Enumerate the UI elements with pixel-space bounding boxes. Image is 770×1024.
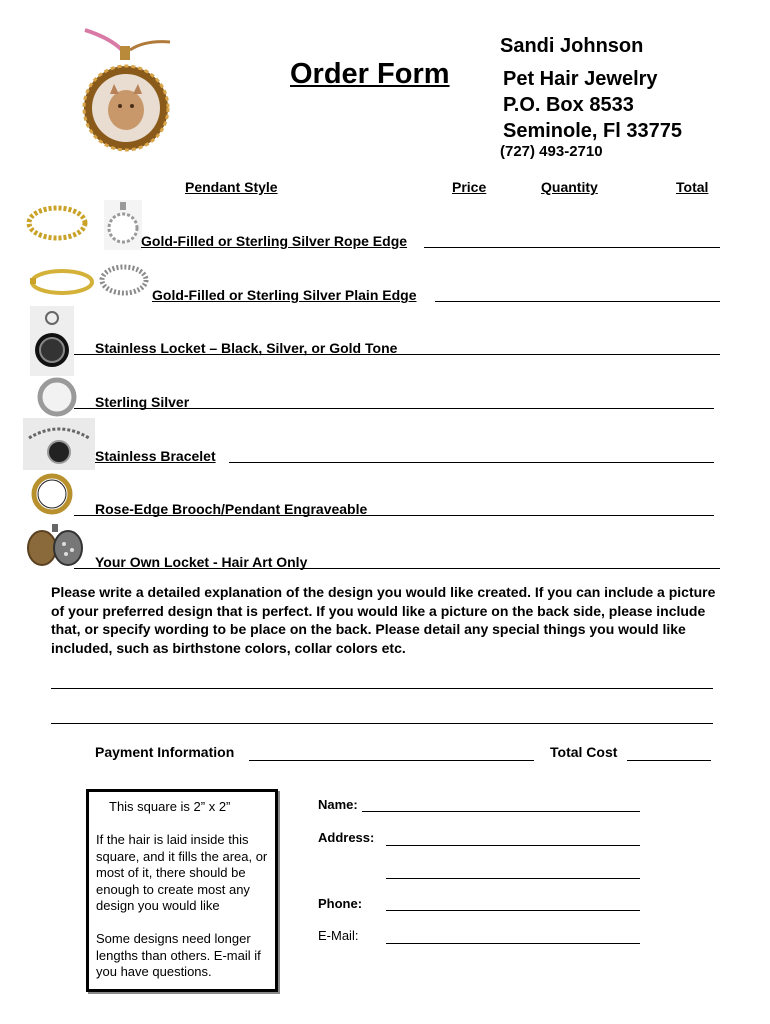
item-line-rope-edge[interactable] <box>424 247 720 248</box>
payment-information-field[interactable] <box>249 760 534 761</box>
item-line-your-own-locket[interactable] <box>74 568 720 569</box>
column-header-quantity: Quantity <box>541 179 598 195</box>
total-cost-field[interactable] <box>627 760 711 761</box>
address-field-line-2[interactable] <box>386 878 640 879</box>
item-label-stainless-locket: Stainless Locket – Black, Silver, or Gold Tone <box>95 340 398 356</box>
item-line-stainless-locket[interactable] <box>74 354 720 355</box>
square-size-note: This square is 2” x 2” <box>109 799 231 814</box>
phone-field[interactable] <box>386 910 640 911</box>
stainless-locket-image <box>30 306 74 376</box>
contact-name: Sandi Johnson <box>500 35 644 57</box>
po-box: P.O. Box 8533 <box>503 94 634 116</box>
item-line-plain-edge[interactable] <box>435 301 720 302</box>
item-label-plain-edge: Gold-Filled or Sterling Silver Plain Edge <box>152 287 417 303</box>
item-label-sterling-silver: Sterling Silver <box>95 394 190 410</box>
item-label-rose-edge-brooch: Rose-Edge Brooch/Pendant Engraveable <box>95 501 368 517</box>
gold-plain-edge-pendant-image <box>28 264 96 300</box>
column-header-price: Price <box>452 179 487 195</box>
item-label-your-own-locket: Your Own Locket - Hair Art Only <box>95 554 308 570</box>
your-own-locket-image <box>24 520 86 570</box>
city-state-zip: Seminole, Fl 33775 <box>503 120 682 142</box>
column-header-pendant-style: Pendant Style <box>185 179 278 195</box>
item-label-rope-edge: Gold-Filled or Sterling Silver Rope Edge <box>141 233 408 249</box>
phone-label: Phone: <box>318 896 363 911</box>
design-explanation-line-1[interactable] <box>51 688 713 689</box>
square-length-note: Some designs need longer lengths than others. E-mail if you have questions. <box>96 931 261 979</box>
hair-sample-square <box>86 789 278 992</box>
address-label: Address: <box>318 830 375 845</box>
rose-edge-brooch-image <box>30 472 74 516</box>
phone-number: (727) 493-2710 <box>500 143 603 160</box>
name-field[interactable] <box>362 811 640 812</box>
pet-portrait-pendant-image <box>80 28 175 158</box>
total-cost-label: Total Cost <box>550 744 618 760</box>
address-field-line-1[interactable] <box>386 845 640 846</box>
payment-information-label: Payment Information <box>95 744 235 760</box>
email-label: E-Mail: <box>318 928 359 943</box>
item-line-stainless-bracelet[interactable] <box>229 462 714 463</box>
item-label-stainless-bracelet: Stainless Bracelet <box>95 448 216 464</box>
gold-rope-edge-pendant-image <box>26 203 88 243</box>
name-label: Name: <box>318 797 358 812</box>
email-field[interactable] <box>386 943 640 944</box>
stainless-bracelet-image <box>23 418 95 470</box>
design-instructions: Please write a detailed explanation of the design you would like created. If you can include a picture of your preferred design that is perfect. If you would like a picture on the back side, please include that, or specify wording to be place on the back. Please detail any special things you would like included, such as birthstone colors, collar colors etc. <box>51 584 716 656</box>
column-header-total: Total <box>676 179 709 195</box>
item-line-rose-edge-brooch[interactable] <box>74 515 714 516</box>
sterling-silver-locket-image <box>36 376 78 418</box>
item-line-sterling-silver[interactable] <box>74 408 714 409</box>
square-instructions: If the hair is laid inside this square, and it fills the area, or most of it, there should be enough to create most any design you would like <box>96 832 268 913</box>
page-title: Order Form <box>290 58 450 90</box>
design-explanation-line-2[interactable] <box>51 723 713 724</box>
silver-plain-edge-pendant-image <box>98 260 150 300</box>
silver-rope-edge-pendant-image <box>104 200 142 250</box>
company-name: Pet Hair Jewelry <box>503 68 658 90</box>
